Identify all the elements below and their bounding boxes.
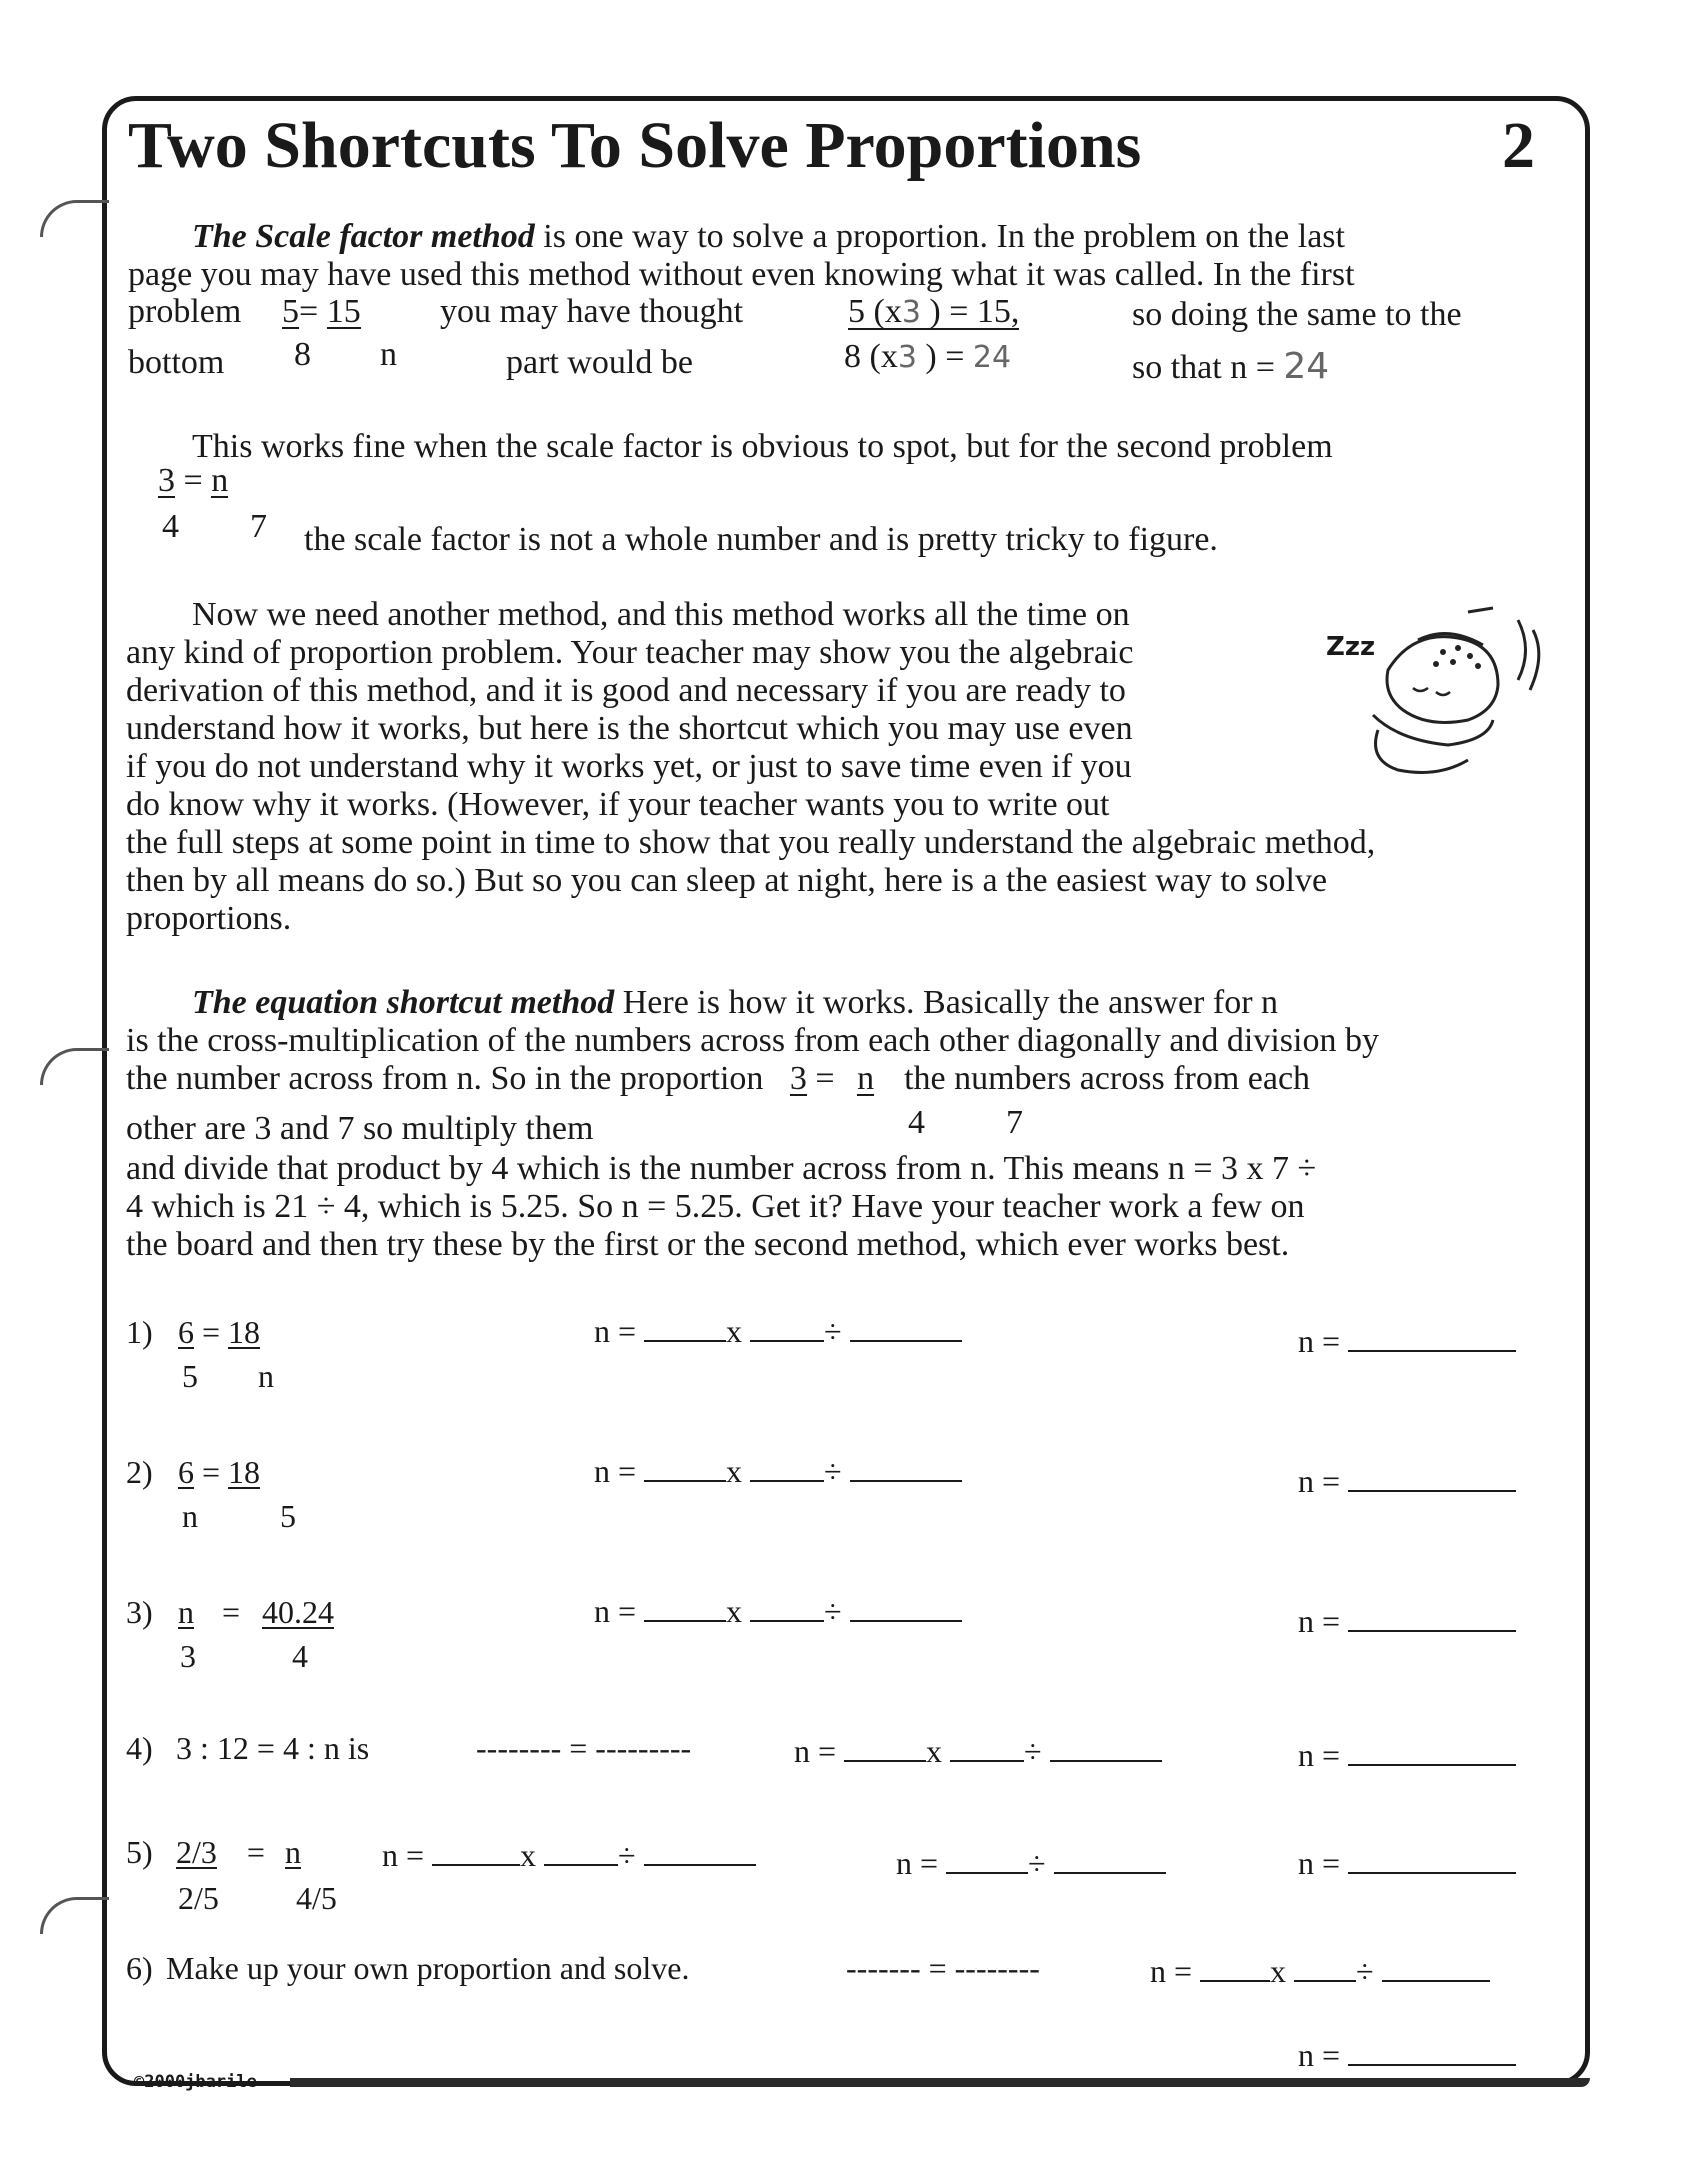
frac-eq: = <box>299 293 319 330</box>
mult-bottom <box>844 338 1011 377</box>
p2-bottom-right: 5 <box>280 1498 296 1534</box>
equation-line-1-text: Here is how it works. Basically the answer for n <box>614 984 1279 1021</box>
p2-work-n-eq: n = <box>594 1453 637 1489</box>
scale-line-2: page you may have used this method without even knowing what it was called. In the first <box>128 256 1355 293</box>
page-title: Two Shortcuts To Solve Proportions <box>128 109 1142 182</box>
sleeping-character-svg <box>1318 600 1558 790</box>
problem-5-fraction-top <box>176 1834 301 1871</box>
equation-line-7: the board and then try these by the first or the second method, which ever works best. <box>126 1226 1290 1263</box>
p4-work-div: ÷ <box>1024 1733 1042 1769</box>
method-line-7: the full steps at some point in time to show that you really understand the algebraic method, <box>126 824 1376 861</box>
p2-top-left: 6 <box>178 1454 194 1490</box>
sleeping-character-illustration <box>1318 600 1558 790</box>
frac-num-right: 15 <box>326 293 361 330</box>
mult-top-start: 5 (x <box>848 293 902 330</box>
p6-work-x: x <box>1270 1953 1287 1989</box>
second-problem-text-2: the scale factor is not a whole number and is pretty tricky to figure. <box>304 521 1218 558</box>
method-line-1: Now we need another method, and this method works all the time on <box>192 596 1130 633</box>
p1-blank-c[interactable] <box>850 1310 962 1342</box>
p3-blank-a[interactable] <box>644 1590 726 1622</box>
p2-work-x: x <box>726 1453 743 1489</box>
p5-bottom-right: 4/5 <box>296 1880 337 1916</box>
p3-answer-n-eq: n = <box>1298 1603 1341 1639</box>
equation-line-3 <box>126 1060 1310 1098</box>
problem-3-answer <box>1298 1600 1516 1640</box>
p1-work-n-eq: n = <box>594 1313 637 1349</box>
p5-answer-n-eq: n = <box>1298 1845 1341 1881</box>
p1-blank-a[interactable] <box>644 1310 726 1342</box>
p4-blank-b[interactable] <box>950 1730 1024 1762</box>
problem-5-work-row <box>382 1834 756 1874</box>
p5-blank-c[interactable] <box>644 1834 756 1866</box>
second-fraction-top <box>158 462 228 500</box>
problem-3-fraction-top <box>178 1594 334 1631</box>
handwritten-24-result: 24 <box>972 340 1012 375</box>
problem-2-answer <box>1298 1460 1516 1500</box>
p2-blank-a[interactable] <box>644 1450 726 1482</box>
p2-bottom-left: n <box>182 1498 198 1534</box>
problem-1-work-row <box>594 1310 962 1350</box>
p1-eq: = <box>202 1314 221 1350</box>
scale-method-name: The Scale factor method <box>192 218 535 255</box>
equation-line-3-start: the number across from n. So in the proportion <box>126 1060 764 1097</box>
equation-num-left: 3 <box>789 1060 807 1097</box>
p5-work-x: x <box>520 1837 537 1873</box>
equation-method-name: The equation shortcut method <box>192 984 615 1021</box>
problem-6-answer <box>1298 2034 1516 2074</box>
punch-hole-top <box>40 200 109 237</box>
p2-eq: = <box>202 1454 221 1490</box>
mult-bottom-end: ) = <box>916 338 965 375</box>
equation-den-left: 4 <box>908 1104 925 1141</box>
equation-num-right: n <box>857 1060 875 1097</box>
problem-5-label: 5) <box>126 1834 153 1870</box>
p5-answer-blank[interactable] <box>1348 1842 1516 1874</box>
method-line-3: derivation of this method, and it is good and necessary if you are ready to <box>126 672 1126 709</box>
problem-2-fraction-top <box>178 1454 260 1491</box>
thought-text: you may have thought <box>440 293 744 330</box>
p6-work-div: ÷ <box>1356 1953 1374 1989</box>
problem-6-work-row <box>1150 1950 1490 1990</box>
punch-hole-bottom <box>40 1897 109 1934</box>
p5-blank-d[interactable] <box>946 1842 1028 1874</box>
p6-answer-n-eq: n = <box>1298 2037 1341 2073</box>
p1-top-right: 18 <box>228 1314 261 1350</box>
so-that-text: so that n = <box>1132 349 1275 386</box>
mult-top <box>848 293 1019 331</box>
problem-1-fraction-top <box>178 1314 260 1351</box>
p3-blank-b[interactable] <box>750 1590 824 1622</box>
equation-eq: = <box>815 1060 835 1097</box>
frac-num-left: 5 <box>282 293 299 330</box>
p1-top-left: 6 <box>178 1314 194 1350</box>
problem-5-work-row-2 <box>896 1842 1166 1882</box>
page-number: 2 <box>1502 109 1535 182</box>
p5-blank-e[interactable] <box>1054 1842 1166 1874</box>
p4-blank-a[interactable] <box>844 1730 926 1762</box>
scale-line-1 <box>192 218 1345 256</box>
example-fraction-top <box>282 293 361 331</box>
p5-eq: = <box>246 1834 265 1870</box>
problem-2-work-row <box>594 1450 962 1490</box>
p6-answer-blank[interactable] <box>1348 2034 1516 2066</box>
p6-work-n-eq: n = <box>1150 1953 1193 1989</box>
p2-answer-n-eq: n = <box>1298 1463 1341 1499</box>
problem-3-work-row <box>594 1590 962 1630</box>
second-problem-text: This works fine when the scale factor is obvious to spot, but for the second problem <box>192 428 1333 465</box>
equation-den-right: 7 <box>1006 1104 1023 1141</box>
problem-6-text: Make up your own proportion and solve. <box>166 1950 690 1986</box>
p3-top-left: n <box>178 1594 194 1630</box>
p2-blank-c[interactable] <box>850 1450 962 1482</box>
problem-2-label: 2) <box>126 1454 153 1490</box>
method-line-4: understand how it works, but here is the shortcut which you may use even <box>126 710 1133 747</box>
problem-6-label: 6) <box>126 1950 153 1986</box>
second-num-right: n <box>211 462 229 499</box>
p1-work-x: x <box>726 1313 743 1349</box>
p3-bottom-left: 3 <box>180 1638 196 1674</box>
scale-line-1-text: is one way to solve a proportion. In the problem on the last <box>534 218 1345 255</box>
problem-1-answer <box>1298 1320 1516 1360</box>
p5-bottom-left: 2/5 <box>178 1880 219 1916</box>
method-line-2: any kind of proportion problem. Your teacher may show you the algebraic <box>126 634 1134 671</box>
frac-den-left: 8 <box>294 336 311 373</box>
mult-top-end: ) = 15, <box>920 293 1020 330</box>
p2-work-div: ÷ <box>824 1453 842 1489</box>
bottom-word: bottom <box>128 344 225 381</box>
p1-bottom-right: n <box>258 1358 274 1394</box>
punch-hole-middle <box>40 1048 109 1085</box>
bottom-border-shadow <box>290 2078 1590 2087</box>
problem-4-dashes: -------- = --------- <box>476 1730 692 1766</box>
handwritten-3-bottom: 3 <box>897 340 917 375</box>
equation-line-4: other are 3 and 7 so multiply them <box>126 1110 594 1147</box>
problem-5-answer <box>1298 1842 1516 1882</box>
frac-den-right: n <box>380 336 397 373</box>
p6-blank-c[interactable] <box>1382 1950 1490 1982</box>
problem-word: problem <box>128 293 242 330</box>
p3-blank-c[interactable] <box>850 1590 962 1622</box>
method-line-9: proportions. <box>126 900 292 937</box>
problem-3-label: 3) <box>126 1594 153 1630</box>
second-num-left: 3 <box>158 462 175 499</box>
problem-6-dashes: ------- = -------- <box>846 1950 1040 1986</box>
p3-eq: = <box>222 1594 241 1630</box>
p1-bottom-left: 5 <box>182 1358 198 1394</box>
handwritten-3-top: 3 <box>901 295 921 330</box>
problem-1-label: 1) <box>126 1314 153 1350</box>
p4-work-x: x <box>926 1733 943 1769</box>
p2-blank-b[interactable] <box>750 1450 824 1482</box>
second-eq: = <box>183 462 203 499</box>
problem-4-work-row <box>794 1730 1162 1770</box>
p2-answer-blank[interactable] <box>1348 1460 1516 1492</box>
p5-blank-b[interactable] <box>544 1834 618 1866</box>
equation-line-3-end: the numbers across from each <box>904 1060 1311 1097</box>
p4-answer-n-eq: n = <box>1298 1737 1341 1773</box>
equation-line-1 <box>192 984 1278 1022</box>
mult-bottom-start: 8 (x <box>844 338 898 375</box>
method-line-8: then by all means do so.) But so you can sleep at night, here is a the easiest way to solve <box>126 862 1328 899</box>
p1-blank-b[interactable] <box>750 1310 824 1342</box>
p4-answer-blank[interactable] <box>1348 1734 1516 1766</box>
same-text: so doing the same to the <box>1132 296 1462 333</box>
p1-answer-n-eq: n = <box>1298 1323 1341 1359</box>
method-line-5: if you do not understand why it works yet, or just to save time even if you <box>126 748 1132 785</box>
p3-work-div: ÷ <box>824 1593 842 1629</box>
p3-answer-blank[interactable] <box>1348 1600 1516 1632</box>
problem-4-answer <box>1298 1734 1516 1774</box>
second-den-right: 7 <box>250 508 267 545</box>
handwritten-24-answer: 24 <box>1283 346 1330 387</box>
p4-work-n-eq: n = <box>794 1733 837 1769</box>
equation-line-2: is the cross-multiplication of the numbers across from each other diagonally and division by <box>126 1022 1379 1059</box>
problem-4-text: 3 : 12 = 4 : n is <box>176 1730 370 1766</box>
equation-line-6: 4 which is 21 ÷ 4, which is 5.25. So n = 5.25. Get it? Have your teacher work a few on <box>126 1188 1305 1225</box>
problem-4-label: 4) <box>126 1730 153 1766</box>
second-den-left: 4 <box>162 508 179 545</box>
p1-work-div: ÷ <box>824 1313 842 1349</box>
p5-work2-div: ÷ <box>1028 1845 1046 1881</box>
p5-top-left: 2/3 <box>176 1834 217 1870</box>
equation-line-5: and divide that product by 4 which is the number across from n. This means n = 3 x 7 ÷ <box>126 1150 1317 1187</box>
p5-work2-n-eq: n = <box>896 1845 939 1881</box>
p2-top-right: 18 <box>228 1454 261 1490</box>
zzz-text: Zzz <box>1326 632 1376 662</box>
p1-answer-blank[interactable] <box>1348 1320 1516 1352</box>
p3-work-x: x <box>726 1593 743 1629</box>
p5-blank-a[interactable] <box>432 1834 520 1866</box>
copyright-text: ©2000jbarile <box>134 2072 257 2092</box>
p3-top-right: 40.24 <box>262 1594 335 1630</box>
p6-blank-b[interactable] <box>1294 1950 1356 1982</box>
p5-work-div: ÷ <box>618 1837 636 1873</box>
so-that <box>1132 348 1329 387</box>
method-line-6: do know why it works. (However, if your teacher wants you to write out <box>126 786 1110 823</box>
p4-blank-c[interactable] <box>1050 1730 1162 1762</box>
p5-top-right: n <box>284 1834 301 1870</box>
p3-work-n-eq: n = <box>594 1593 637 1629</box>
p5-work-n-eq: n = <box>382 1837 425 1873</box>
p3-bottom-right: 4 <box>292 1638 308 1674</box>
p6-blank-a[interactable] <box>1200 1950 1270 1982</box>
part-text: part would be <box>506 344 693 381</box>
